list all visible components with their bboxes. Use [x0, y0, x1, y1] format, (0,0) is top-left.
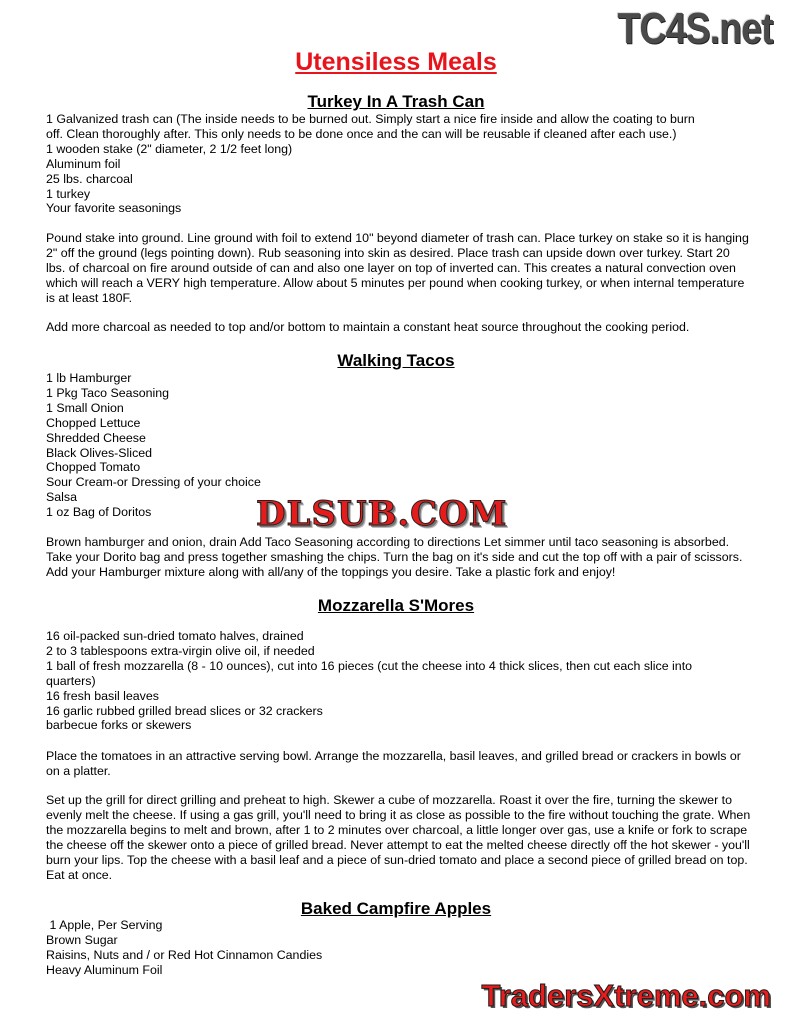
ingredient-item: Brown Sugar	[46, 932, 118, 947]
recipe-heading-mozzarella-smores: Mozzarella S'Mores	[317, 596, 475, 615]
recipe-heading-campfire-apples: Baked Campfire Apples	[300, 899, 492, 918]
ingredient-item: 16 oil-packed sun-dried tomato halves, drained	[46, 629, 304, 643]
ingredient-item: 1 turkey	[46, 186, 91, 201]
watermark-tc4s: TC4S.net	[617, 4, 773, 53]
ingredient-item: 16 garlic rubbed grilled bread slices or 32 crackers	[46, 703, 323, 718]
ingredient-item: 1 Apple, Per Serving	[46, 918, 163, 932]
instructions-paragraph: Add more charcoal as needed to top and/or bottom to maintain a constant heat source throughout the cooking period.	[46, 320, 690, 334]
ingredient-item: Chopped Lettuce	[46, 415, 141, 430]
ingredient-item: quarters)	[46, 673, 96, 688]
ingredient-item: 16 fresh basil leaves	[46, 688, 159, 703]
instructions-paragraph: Set up the grill for direct grilling and preheat to high. Skewer a cube of mozzarella. Roast it over the fire, turning the skewer to evenly melt the cheese. If using a gas grill, you'll need to bring it as close as possible to the fire without touching the grate. When the mozzarella begins to melt and brown, after 1 to 2 minutes over charcoal, a little longer over gas, use a knife or fork to scrape the cheese off the skewer onto a piece of grilled bread. Never attempt to eat the melted cheese directly off the hot skewer - you'll burn your lips. Top the cheese with a basil leaf and a piece of sun-dried tomato and place a second piece of grilled bread on top. Eat at once.	[46, 793, 751, 882]
ingredient-item: Chopped Tomato	[46, 460, 141, 475]
ingredient-item: 1 ball of fresh mozzarella (8 - 10 ounces), cut into 16 pieces (cut the cheese into 4 thick slices, then cut each slice into	[46, 658, 693, 673]
ingredient-item: 1 oz Bag of Doritos	[46, 505, 152, 520]
instructions-paragraph: Pound stake into ground. Line ground with foil to extend 10" beyond diameter of trash can. Place turkey on stake so it is hanging 2" off the ground (legs pointing down). Rub seasoning into skin as desired. Place trash can upside down over turkey. Start 20 lbs. of charcoal on fire around outside of can and also one layer on top of inverted can. This creates a natural convection oven which will reach a VERY high temperature. Allow about 5 minutes per pound when cooking turkey, or when internal temperature is at least 180F.	[46, 231, 749, 305]
ingredient-item: off. Clean thoroughly after. This only needs to be done once and the can will be reusable if cleaned after each use.)	[46, 126, 677, 141]
ingredient-list-turkey	[46, 112, 751, 216]
ingredient-item: 1 wooden stake (2" diameter, 2 1/2 feet long)	[46, 141, 293, 156]
ingredient-list-apples	[46, 918, 751, 978]
watermark-tradersxtreme: TradersXtreme.com	[481, 978, 771, 1013]
ingredient-item: 2 to 3 tablespoons extra-virgin olive oil, if needed	[46, 643, 315, 658]
ingredient-item: 1 Small Onion	[46, 400, 124, 415]
recipe-heading-walking-tacos: Walking Tacos	[337, 351, 455, 370]
watermark-dlsub: DLSUB.COM	[256, 494, 508, 534]
ingredient-item: 25 lbs. charcoal	[46, 171, 133, 186]
instructions-paragraph: Place the tomatoes in an attractive serving bowl. Arrange the mozzarella, basil leaves, and grilled bread or crackers in bowls or on a platter.	[46, 749, 741, 778]
ingredient-item: Black Olives-Sliced	[46, 445, 153, 460]
ingredient-item: Raisins, Nuts and / or Red Hot Cinnamon Candies	[46, 947, 323, 962]
ingredient-item: Heavy Aluminum Foil	[46, 962, 163, 977]
ingredient-item: 1 Galvanized trash can (The inside needs to be burned out. Simply start a nice fire inside and allow the coating to burn	[46, 112, 695, 126]
ingredient-item: Shredded Cheese	[46, 430, 146, 445]
ingredient-item: barbecue forks or skewers	[46, 718, 192, 733]
instructions-paragraph: Brown hamburger and onion, drain Add Taco Seasoning according to directions Let simmer until taco seasoning is absorbed. Take your Dorito bag and press together smashing the chips. Turn the bag on it's side and cut the top off with a pair of scissors. Add your Hamburger mixture along with all/any of the toppings you desire. Take a plastic fork and enjoy!	[46, 535, 743, 579]
ingredient-item: Aluminum foil	[46, 156, 121, 171]
recipe-heading-turkey: Turkey In A Trash Can	[307, 92, 485, 111]
ingredient-item: Sour Cream-or Dressing of your choice	[46, 475, 261, 490]
ingredient-item: 1 Pkg Taco Seasoning	[46, 385, 170, 400]
ingredient-item: 1 lb Hamburger	[46, 371, 132, 385]
document-title: Utensiless Meals	[295, 48, 497, 76]
ingredient-item: Salsa	[46, 490, 77, 505]
ingredient-list-smores	[46, 629, 751, 733]
ingredient-item: Your favorite seasonings	[46, 201, 182, 216]
